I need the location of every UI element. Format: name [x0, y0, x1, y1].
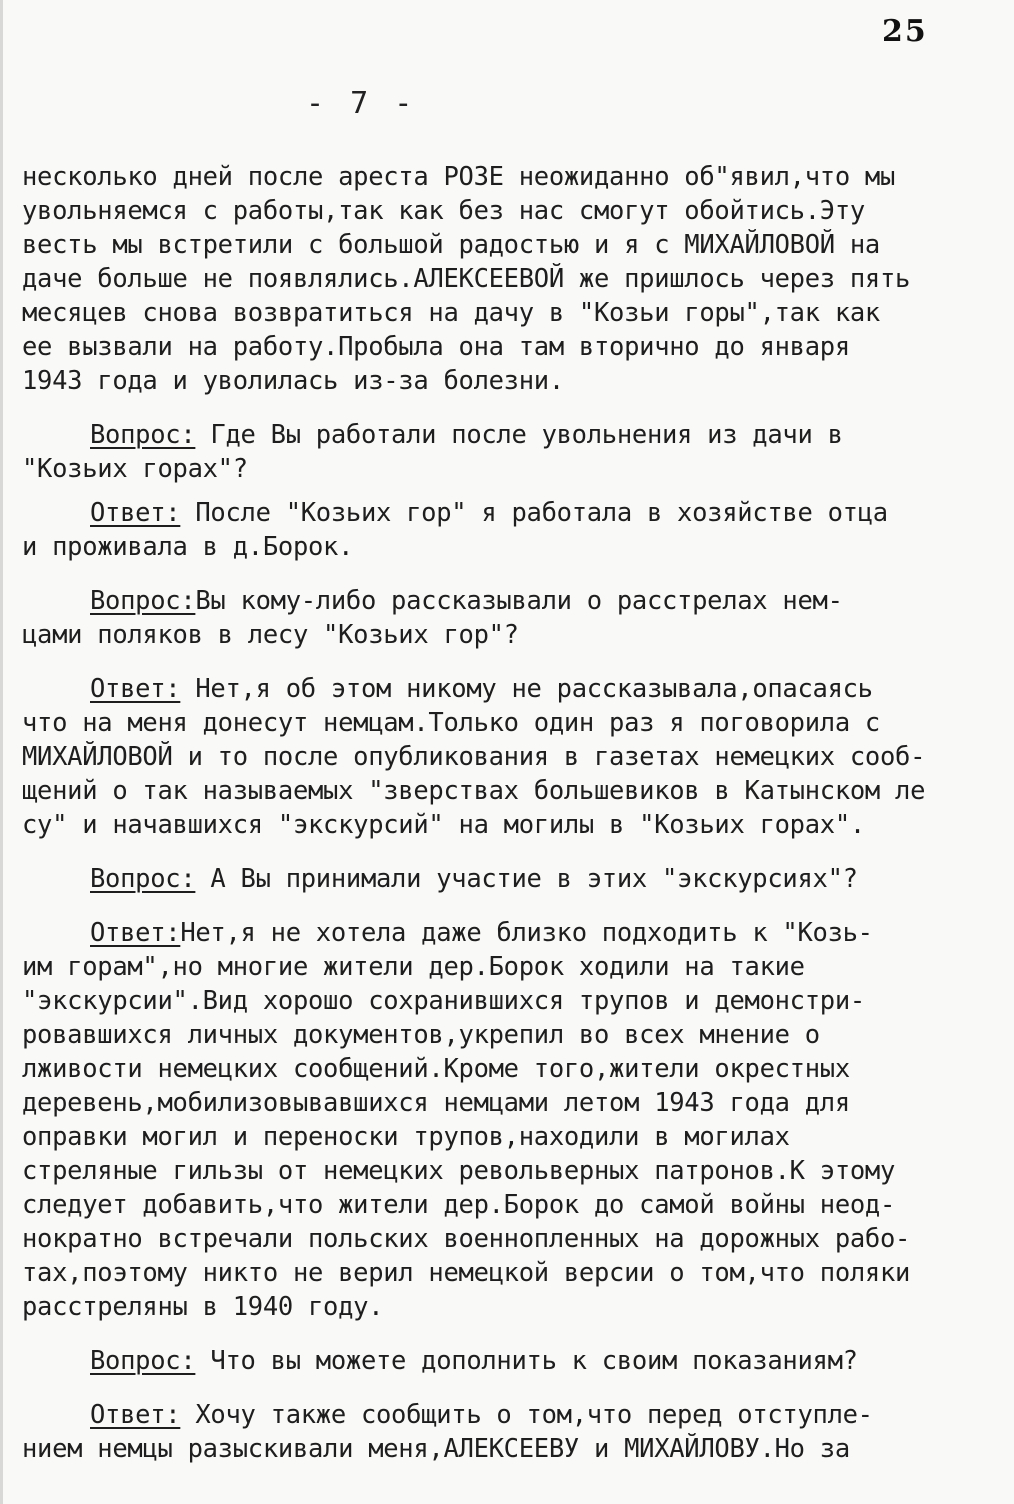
typewritten-body — [22, 160, 1002, 1466]
text-segment: Нет,я не хотела даже близко подходить к "Козь- — [180, 918, 873, 948]
answer-line — [22, 1398, 1002, 1432]
question-line — [22, 418, 1002, 452]
answer-line — [22, 672, 1002, 706]
text-line: тах,поэтому никто не верил немецкой версии о том,что поляки — [22, 1258, 911, 1288]
text-segment: Хочу также сообщить о том,что перед отступле- — [180, 1400, 873, 1430]
text-segment: А Вы принимали участие в этих "экскурсиях"? — [195, 864, 858, 894]
text-line: несколько дней после ареста РОЗЕ неожиданно об"явил,что мы — [22, 162, 896, 192]
text-line: лживости немецких сообщений.Кроме того,жители окрестных — [22, 1054, 850, 1084]
text-line: и проживала в д.Борок. — [22, 532, 354, 562]
text-line: цами поляков в лесу "Козьих гор"? — [22, 620, 519, 650]
archive-page-number: 25 — [882, 14, 928, 49]
text-line: даче больше не появлялись.АЛЕКСЕЕВОЙ же пришлось через пять — [22, 264, 911, 294]
text-line: "экскурсии".Вид хорошо сохранившихся трупов и демонстри- — [22, 986, 865, 1016]
text-line: следует добавить,что жители дер.Борок до самой войны неод- — [22, 1190, 896, 1220]
text-line: увольняемся с работы,так как без нас смогут обойтись.Эту — [22, 196, 865, 226]
text-line: нием немцы разыскивали меня,АЛЕКСЕЕВУ и МИХАЙЛОВУ.Но за — [22, 1434, 850, 1464]
question-line — [22, 584, 1002, 618]
question-line — [22, 862, 1002, 896]
text-segment: Что вы можете дополнить к своим показаниям? — [195, 1346, 858, 1376]
text-line: нократно встречали польских военнопленных на дорожных рабо- — [22, 1224, 911, 1254]
answer-label: Ответ: — [90, 918, 181, 948]
text-line: МИХАЙЛОВОЙ и то после опубликования в газетах немецких сооб- — [22, 742, 926, 772]
question-label: Вопрос: — [90, 420, 196, 450]
question-label: Вопрос: — [90, 1346, 196, 1376]
text-line: оправки могил и переноски трупов,находили в могилах — [22, 1122, 790, 1152]
text-line: месяцев снова возвратиться на дачу в "Козьи горы",так как — [22, 298, 880, 328]
answer-label: Ответ: — [90, 498, 181, 528]
text-line: су" и начавшихся "экскурсий" на могилы в "Козьих горах". — [22, 810, 865, 840]
answer-line — [22, 916, 1002, 950]
text-segment: Где Вы работали после увольнения из дачи в — [195, 420, 843, 450]
text-line: расстреляны в 1940 году. — [22, 1292, 384, 1322]
question-label: Вопрос: — [90, 864, 196, 894]
question-label: Вопрос: — [90, 586, 196, 616]
answer-label: Ответ: — [90, 674, 181, 704]
text-line: щений о так называемых "зверствах большевиков в Катынском ле — [22, 776, 926, 806]
answer-line — [22, 496, 1002, 530]
text-line: им горам",но многие жители дер.Борок ходили на такие — [22, 952, 805, 982]
text-line: 1943 года и уволилась из-за болезни. — [22, 366, 564, 396]
text-line: ровавшихся личных документов,укрепил во всех мнение о — [22, 1020, 820, 1050]
text-segment: Вы кому-либо рассказывали о расстрелах нем- — [195, 586, 843, 616]
text-line: "Козьих горах"? — [22, 454, 248, 484]
text-segment: Нет,я об этом никому не рассказывала,опасаясь — [180, 674, 873, 704]
text-line: стреляные гильзы от немецких револьверных патронов.К этому — [22, 1156, 896, 1186]
text-line: деревень,мобилизовывавшихся немцами летом 1943 года для — [22, 1088, 850, 1118]
text-line: весть мы встретили с большой радостью и я с МИХАЙЛОВОЙ на — [22, 230, 880, 260]
text-segment: После "Козьих гор" я работала в хозяйстве отца — [180, 498, 888, 528]
scan-edge — [0, 0, 3, 1504]
typed-page-number: - 7 - — [306, 86, 417, 121]
question-line — [22, 1344, 1002, 1378]
answer-label: Ответ: — [90, 1400, 181, 1430]
text-line: что на меня донесут немцам.Только один раз я поговорила с — [22, 708, 880, 738]
text-line: ее вызвали на работу.Пробыла она там вторично до января — [22, 332, 850, 362]
